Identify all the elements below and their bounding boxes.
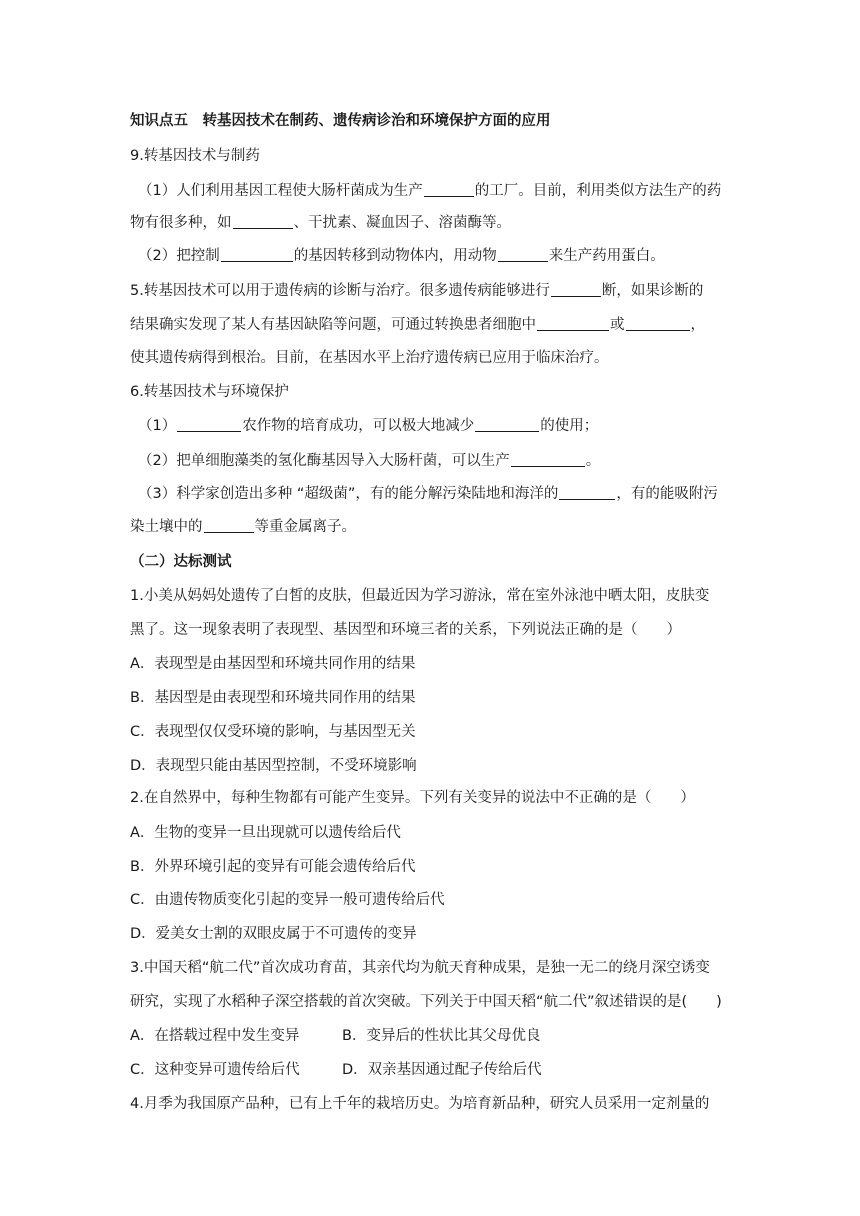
q1-line-1: 1.小美从妈妈处遗传了白皙的皮肤，但最近因为学习游泳，常在室外泳池中晒太阳，皮肤变 [130, 588, 710, 604]
q3-option-c: C．这种变异可遗传给后代 [130, 1062, 300, 1078]
blank-5-1 [551, 281, 601, 297]
blank-6-3 [511, 451, 585, 467]
test-heading: （二）达标测试 [130, 554, 232, 570]
blank-6-5 [204, 517, 254, 533]
blank-6-2 [475, 416, 539, 432]
q1-option-c: C．表现型仅仅受环境的影响，与基因型无关 [130, 724, 416, 740]
blank-9-3 [221, 246, 293, 262]
item-9-para-2: （2）把控制 的基因转移到动物体内，用动物 来生产药用蛋白。 [138, 248, 665, 264]
item-9-title: 9.转基因技术与制药 [130, 148, 260, 164]
item-6-para-3-line-1: （3）科学家创造出多种 “超级菌”，有的能分解污染陆地和海洋的 ，有的能吸附污 [138, 486, 718, 502]
item-6-para-1: （1） 农作物的培育成功，可以极大地减少 的使用； [138, 418, 599, 434]
q3-option-b: B．变异后的性状比其父母优良 [342, 1028, 541, 1044]
q3-options-row-2 [130, 1060, 730, 1080]
blank-9-4 [498, 246, 548, 262]
q2-option-b: B．外界环境引起的变异有可能会遗传给后代 [130, 859, 416, 875]
item-6-para-2: （2）把单细胞藻类的氢化酶基因导入大肠杆菌，可以生产 。 [138, 453, 601, 469]
item-5-line-1: 5.转基因技术可以用于遗传病的诊断与治疗。很多遗传病能够进行 断，如果诊断的 [130, 283, 704, 299]
item-5-line-2: 结果确实发现了某人有基因缺陷等问题，可通过转换患者细胞中 或 ， [130, 317, 705, 333]
q2-option-a: A．生物的变异一旦出现就可以遗传给后代 [130, 825, 401, 841]
item-6-para-3-line-2: 染土壤中的 等重金属离子。 [130, 519, 356, 535]
q3-options-row-1 [130, 1026, 730, 1046]
q3-option-a: A．在搭载过程中发生变异 [130, 1028, 300, 1044]
q2-line-1: 2.在自然界中，每种生物都有可能产生变异。下列有关变异的说法中不正确的是（ ） [130, 790, 695, 806]
q1-option-d: D．表现型只能由基因型控制，不受环境影响 [130, 758, 417, 774]
q1-option-b: B．基因型是由表现型和环境共同作用的结果 [130, 690, 416, 706]
q2-option-c: C．由遗传物质变化引起的变异一般可遗传给后代 [130, 892, 445, 908]
q1-option-a: A．表现型是由基因型和环境共同作用的结果 [130, 656, 416, 672]
blank-5-3 [626, 315, 690, 331]
item-5-line-3: 使其遗传病得到根治。目前，在基因水平上治疗遗传病已应用于临床治疗。 [130, 350, 609, 366]
blank-5-2 [537, 315, 609, 331]
blank-6-1 [177, 416, 241, 432]
q3-line-1: 3.中国天稻“航二代”首次成功育苗，其亲代均为航天育种成果，是独一无二的绕月深空诱变 [130, 960, 710, 976]
blank-9-2 [233, 213, 293, 229]
q4-line-1: 4.月季为我国原产品种，已有上千年的栽培历史。为培育新品种，研究人员采用一定剂量的 [130, 1096, 710, 1112]
q1-line-2: 黑了。这一现象表明了表现型、基因型和环境三者的关系，下列说法正确的是（ ） [130, 622, 681, 638]
q2-option-d: D．爱美女士割的双眼皮属于不可遗传的变异 [130, 926, 417, 942]
item-9-para-1-line-2: 物有很多种，如 、干扰素、凝血因子、溶菌酶等。 [130, 215, 511, 231]
item-6-title: 6.转基因技术与环境保护 [130, 384, 289, 400]
q3-line-2: 研究，实现了水稻种子深空搭载的首次突破。下列关于中国天稻“航二代”叙述错误的是( ) [130, 994, 722, 1010]
q3-option-d: D．双亲基因通过配子传给后代 [342, 1062, 542, 1078]
section-heading: 知识点五 转基因技术在制药、遗传病诊治和环境保护方面的应用 [130, 113, 551, 129]
blank-6-4 [559, 484, 615, 500]
item-9-para-1-line-1: （1）人们利用基因工程使大肠杆菌成为生产 的工厂。目前，利用类似方法生产的药 [138, 183, 722, 199]
blank-9-1 [424, 181, 474, 197]
